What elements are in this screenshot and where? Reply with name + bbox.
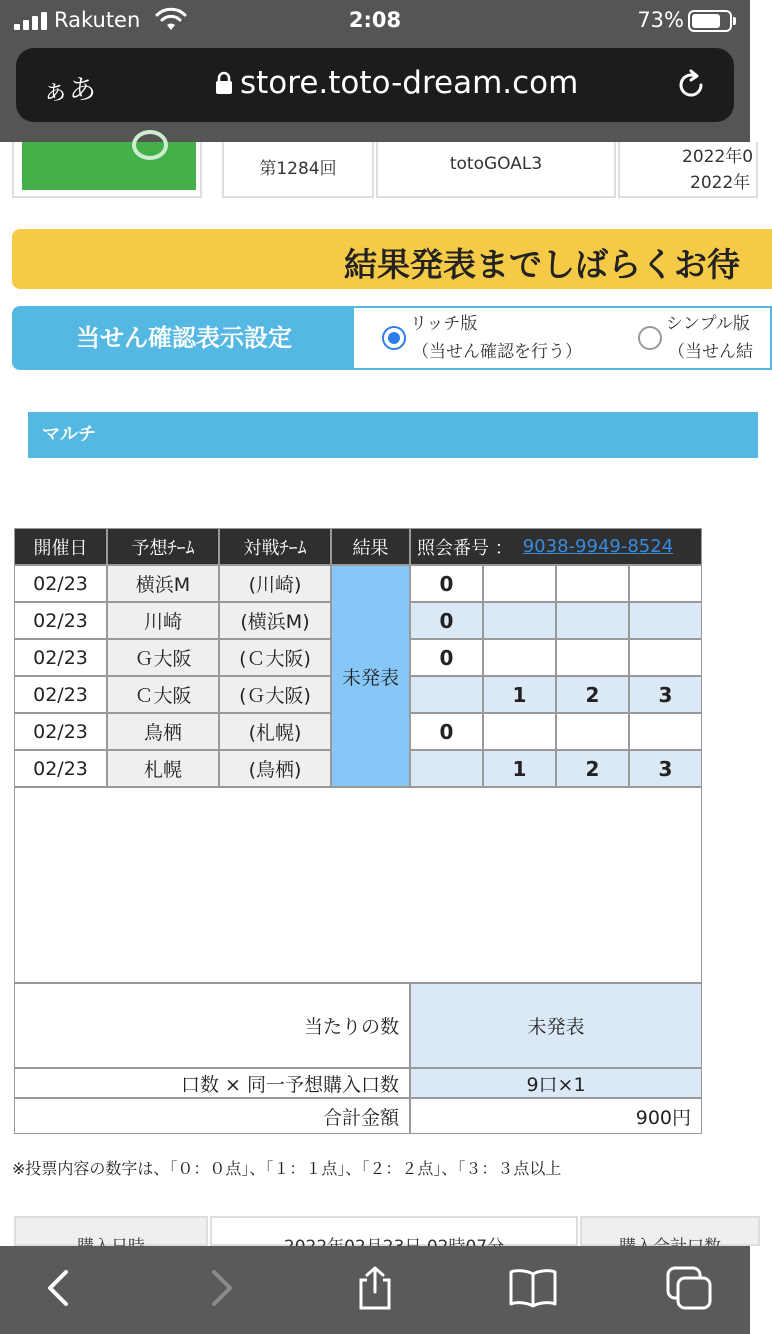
browser-header bbox=[0, 0, 750, 142]
row-3-opponent: (Ｃ大阪) bbox=[219, 639, 331, 676]
header-inquiry bbox=[410, 528, 702, 565]
units-label: 口数 × 同一予想購入口数 bbox=[14, 1068, 410, 1098]
purchase-date-label bbox=[14, 1216, 208, 1246]
toto-logo bbox=[12, 142, 202, 198]
row-5-p1: 0 bbox=[410, 713, 483, 750]
row-2-p1: 0 bbox=[410, 602, 483, 639]
row-6-p1 bbox=[410, 750, 483, 787]
rich-version-title[interactable]: リッチ版 bbox=[410, 314, 478, 334]
clock: 2:08 bbox=[348, 8, 402, 32]
header-team: 予想ﾁｰﾑ bbox=[107, 528, 219, 565]
total-label: 合計金額 bbox=[14, 1098, 410, 1134]
result-pending-banner bbox=[12, 229, 772, 289]
result-status: 未発表 bbox=[331, 565, 410, 787]
section-title-multi: マルチ bbox=[28, 412, 758, 458]
header-date: 開催日 bbox=[14, 528, 107, 565]
sale-period-start: 2022年0 bbox=[682, 147, 754, 167]
row-2-p4 bbox=[629, 602, 702, 639]
row-1-date: 02/23 bbox=[14, 565, 107, 602]
browser-toolbar bbox=[0, 1246, 750, 1334]
row-2-p3 bbox=[556, 602, 629, 639]
forward-icon[interactable] bbox=[196, 1266, 246, 1310]
row-3-p1: 0 bbox=[410, 639, 483, 676]
simple-version-subtitle: （当せん結 bbox=[668, 342, 753, 362]
rich-version-subtitle: （当せん確認を行う） bbox=[412, 342, 582, 362]
row-6-p4: 3 bbox=[629, 750, 702, 787]
reader-settings-button[interactable]: ぁあ bbox=[42, 75, 96, 106]
battery-icon bbox=[688, 10, 732, 32]
game-name-cell bbox=[376, 142, 616, 198]
sale-period-cell bbox=[618, 142, 758, 198]
header-result: 結果 bbox=[331, 528, 410, 565]
setting-label: 当せん確認表示設定 bbox=[14, 308, 354, 368]
address-bar[interactable] bbox=[16, 48, 734, 122]
row-5-p4 bbox=[629, 713, 702, 750]
simple-version-title[interactable]: シンプル版 bbox=[666, 314, 750, 334]
reload-icon[interactable] bbox=[674, 68, 708, 102]
row-4-opponent: (Ｇ大阪) bbox=[219, 676, 331, 713]
row-2-opponent: (横浜M) bbox=[219, 602, 331, 639]
row-6-date: 02/23 bbox=[14, 750, 107, 787]
row-1-p4 bbox=[629, 565, 702, 602]
empty-area bbox=[14, 787, 702, 983]
row-5-p2 bbox=[483, 713, 556, 750]
row-3-p4 bbox=[629, 639, 702, 676]
row-2-p2 bbox=[483, 602, 556, 639]
row-4-p1 bbox=[410, 676, 483, 713]
footnote: ※投票内容の数字は、「０：０点」、「１：１点」、「２：２点」、「３：３点以上 bbox=[12, 1159, 562, 1178]
row-2-date: 02/23 bbox=[14, 602, 107, 639]
row-4-team: Ｃ大阪 bbox=[107, 676, 219, 713]
inquiry-number-link[interactable]: 9038-9949-8524 bbox=[522, 536, 674, 557]
row-5-team: 鳥栖 bbox=[107, 713, 219, 750]
purchase-date-value bbox=[210, 1216, 578, 1246]
row-6-p2: 1 bbox=[483, 750, 556, 787]
purchase-count-label bbox=[580, 1216, 760, 1246]
round-number: 第1284回 bbox=[259, 159, 337, 179]
inquiry-label: 照会番号 ： bbox=[417, 537, 513, 559]
row-3-p3 bbox=[556, 639, 629, 676]
units-value: 9口×1 bbox=[410, 1068, 702, 1098]
row-1-opponent: (川崎) bbox=[219, 565, 331, 602]
row-4-p3: 2 bbox=[556, 676, 629, 713]
row-5-opponent: (札幌) bbox=[219, 713, 331, 750]
win-check-display-setting bbox=[12, 306, 772, 370]
row-2-team: 川崎 bbox=[107, 602, 219, 639]
row-6-p3: 2 bbox=[556, 750, 629, 787]
simple-version-radio[interactable] bbox=[638, 326, 662, 350]
url-text[interactable]: store.toto-dream.com bbox=[240, 65, 579, 101]
bookmarks-icon[interactable] bbox=[508, 1266, 558, 1310]
round-number-cell bbox=[222, 142, 374, 198]
hits-label: 当たりの数 bbox=[14, 983, 410, 1068]
row-6-team: 札幌 bbox=[107, 750, 219, 787]
carrier-name: Rakuten bbox=[54, 8, 141, 32]
row-3-p2 bbox=[483, 639, 556, 676]
rich-version-radio[interactable] bbox=[382, 326, 406, 350]
header-opponent: 対戦ﾁｰﾑ bbox=[219, 528, 331, 565]
row-5-p3 bbox=[556, 713, 629, 750]
row-4-p4: 3 bbox=[629, 676, 702, 713]
row-4-p2: 1 bbox=[483, 676, 556, 713]
row-4-date: 02/23 bbox=[14, 676, 107, 713]
hits-value: 未発表 bbox=[410, 983, 702, 1068]
row-1-p2 bbox=[483, 565, 556, 602]
row-3-date: 02/23 bbox=[14, 639, 107, 676]
battery-percent: 73% bbox=[637, 8, 684, 32]
lock-icon bbox=[216, 72, 232, 94]
banner-text: 結果発表までしばらくお待 bbox=[344, 245, 740, 284]
row-1-team: 横浜M bbox=[107, 565, 219, 602]
row-5-date: 02/23 bbox=[14, 713, 107, 750]
total-value: 900円 bbox=[410, 1098, 702, 1134]
game-name: totoGOAL3 bbox=[449, 154, 543, 174]
share-icon[interactable] bbox=[350, 1266, 400, 1310]
row-6-opponent: (鳥栖) bbox=[219, 750, 331, 787]
status-bar bbox=[0, 0, 750, 44]
tabs-icon[interactable] bbox=[664, 1266, 714, 1310]
sale-period-end: 2022年 bbox=[690, 173, 751, 193]
row-3-team: Ｇ大阪 bbox=[107, 639, 219, 676]
row-1-p1: 0 bbox=[410, 565, 483, 602]
back-icon[interactable] bbox=[34, 1266, 84, 1310]
row-1-p3 bbox=[556, 565, 629, 602]
